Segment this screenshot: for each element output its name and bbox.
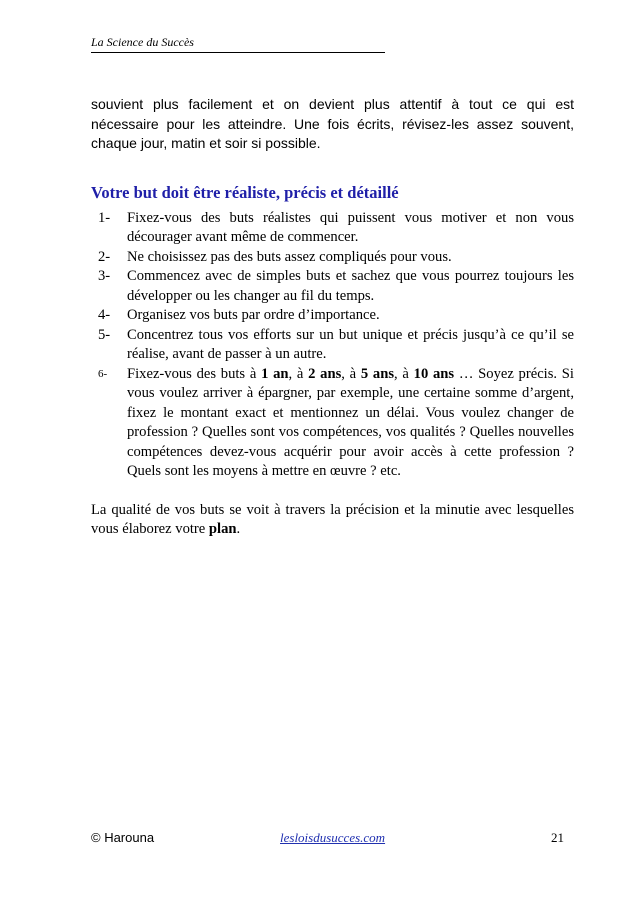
section-title: Votre but doit être réaliste, précis et détaillé bbox=[91, 182, 399, 202]
list-item-number: 1- bbox=[98, 209, 111, 226]
list-item bbox=[98, 365, 574, 482]
page-header bbox=[91, 28, 385, 53]
list-item-number: 2- bbox=[98, 248, 111, 265]
list-item-text: Concentrez tous vos efforts sur un but unique et précis jusqu’à ce qu’il se réalise, avant de passer à un autre. bbox=[127, 326, 574, 362]
list-item-number: 4- bbox=[98, 307, 111, 323]
page-number: 21 bbox=[551, 830, 564, 845]
list-item-text: Commencez avec de simples buts et sachez que vous pourrez toujours les développer ou les changer au fil du temps. bbox=[127, 268, 574, 304]
closing-bold-term: plan bbox=[208, 521, 237, 537]
bold-term: 5 ans bbox=[360, 365, 395, 382]
closing-paragraph bbox=[91, 501, 574, 540]
list-item bbox=[98, 267, 574, 306]
list-item-number: 6- bbox=[98, 367, 108, 380]
list-item-text: Ne choisissez pas des buts assez compliqués pour vous. bbox=[127, 248, 452, 265]
list-item-number: 3- bbox=[98, 268, 111, 284]
list-item bbox=[98, 209, 574, 248]
footer-website-link[interactable]: lesloisdusucces.com bbox=[280, 830, 386, 845]
list-item-text: Organisez vos buts par ordre d’importance. bbox=[127, 307, 380, 323]
bold-term: 2 ans bbox=[308, 365, 342, 382]
bold-term: 1 an bbox=[261, 365, 289, 382]
list-item bbox=[98, 248, 574, 268]
list-item bbox=[98, 326, 574, 365]
text-segment: , à bbox=[341, 365, 361, 382]
page-content bbox=[91, 95, 574, 540]
bold-term: 10 ans bbox=[413, 365, 455, 382]
text-segment: , à bbox=[394, 365, 414, 382]
header-title: La Science du Succès bbox=[91, 35, 194, 49]
list-item-text bbox=[127, 366, 574, 480]
list-item-number: 5- bbox=[98, 326, 111, 343]
footer-author: © Harouna bbox=[91, 830, 155, 845]
text-segment: Fixez-vous des buts à bbox=[127, 365, 262, 382]
list-item bbox=[98, 306, 574, 326]
page-footer bbox=[91, 830, 574, 850]
text-segment: … Soyez précis. Si vous voulez arriver à épargner, par exemple, une certaine somme d’argent, fixez le montant exact et mentionnez un délai. Vous voulez changer de profession ? Quelles sont vos compétences, vos qualités ? Quelles nouvelles compétences devez-vous acquérir pour avoir accès à cette profession ? Quels sont les moyens à mettre en œuvre ? etc. bbox=[127, 365, 574, 479]
closing-end: . bbox=[236, 521, 241, 537]
closing-text: La qualité de vos buts se voit à travers la précision et la minutie avec lesquelles vous élaborez votre bbox=[91, 501, 574, 537]
intro-paragraph: souvient plus facilement et on devient plus attentif à tout ce qui est nécessaire pour les atteindre. Une fois écrits, révisez-les assez souvent, chaque jour, matin et soir si possible. bbox=[91, 96, 574, 151]
list-item-text: Fixez-vous des buts réalistes qui puissent vous motiver et non vous décourager avant même de commencer. bbox=[127, 209, 574, 245]
text-segment: , à bbox=[288, 365, 309, 382]
goals-list bbox=[91, 209, 574, 482]
